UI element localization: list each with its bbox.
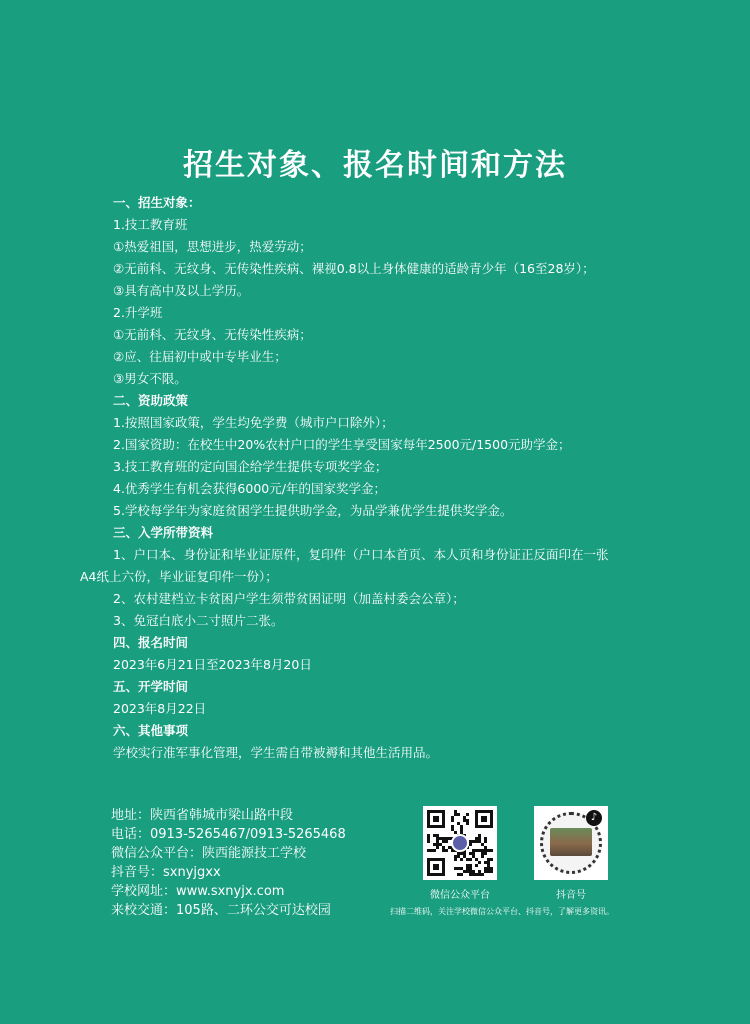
text-line: ③具有高中及以上学历。 — [113, 283, 250, 298]
qr-module — [445, 849, 448, 852]
qr-module — [427, 840, 430, 843]
qr-module — [490, 870, 493, 873]
qr-module — [475, 864, 478, 867]
text-line: ①无前科、无纹身、无传染性疾病； — [113, 327, 312, 342]
douyin-qr-caption: 抖音号 — [556, 890, 586, 901]
qr-module — [433, 849, 436, 852]
qr-module — [490, 858, 493, 861]
qr-module — [484, 852, 487, 855]
section-heading-start: 五、开学时间 — [113, 679, 189, 694]
text-line: ②应、往届初中或中专毕业生； — [113, 349, 287, 364]
qr-module — [466, 822, 469, 825]
qr-module — [469, 858, 472, 861]
section-heading-registration: 四、报名时间 — [113, 635, 189, 650]
qr-module — [484, 840, 487, 843]
douyin-account: 抖音号：sxnyjgxx — [111, 865, 221, 880]
address: 地址：陕西省韩城市梁山路中段 — [111, 808, 294, 823]
tiktok-logo-icon: ♪ — [586, 810, 602, 826]
douyin-qr-block — [534, 806, 608, 901]
qr-module — [490, 849, 493, 852]
qr-footnote: 扫描二维码，关注学校微信公众平台、抖音号，了解更多资讯。 — [390, 907, 614, 916]
text-line: 1、户口本、身份证和毕业证原件，复印件（户口本首页、本人页和身份证正反面印在一张 — [113, 547, 609, 562]
qr-module — [460, 873, 463, 876]
text-line: ③男女不限。 — [113, 371, 187, 386]
contact-info — [111, 806, 411, 920]
qr-module — [451, 819, 454, 822]
qr-logo-icon — [451, 834, 469, 852]
text-line: ②无前科、无纹身、无传染性疾病、裸视0.8以上身体健康的适龄青少年（16至28岁）； — [113, 261, 595, 276]
text-line: 2.国家资助：在校生中20%农村户口的学生享受国家每年2500元/1500元助学金； — [113, 437, 571, 452]
text-line: 4.优秀学生有机会获得6000元/年的国家奖学金； — [113, 481, 386, 496]
wechat-qr-caption: 微信公众平台 — [430, 890, 490, 901]
qr-module — [478, 861, 481, 864]
qr-module — [481, 855, 484, 858]
qr-module — [466, 813, 469, 816]
text-line: 3.技工教育班的定向国企给学生提供专项奖学金； — [113, 459, 388, 474]
qr-finder — [427, 858, 445, 876]
qr-module — [469, 843, 472, 846]
page-title: 招生对象、报名时间和方法 — [183, 148, 567, 183]
section-heading-recruitment: 一、招生对象： — [113, 195, 201, 210]
start-date: 2023年8月22日 — [113, 701, 207, 716]
section-heading-funding: 二、资助政策 — [113, 393, 189, 408]
section-heading-materials: 三、入学所带资料 — [113, 525, 214, 540]
qr-module — [460, 858, 463, 861]
registration-dates: 2023年6月21日至2023年8月20日 — [113, 657, 312, 672]
text-line: ①热爱祖国，思想进步，热爱劳动； — [113, 239, 312, 254]
text-line: 3、免冠白底小二寸照片二张。 — [113, 613, 284, 628]
section-heading-other: 六、其他事项 — [113, 723, 189, 738]
wechat-account: 微信公众平台：陕西能源技工学校 — [111, 846, 307, 861]
admission-info — [80, 192, 673, 764]
qr-code-icon[interactable] — [423, 806, 497, 880]
qr-finder — [427, 810, 445, 828]
text-line: 2、农村建档立卡贫困户学生须带贫困证明（加盖村委会公章）； — [113, 591, 465, 606]
wechat-qr-block — [423, 806, 497, 901]
text-line: A4纸上六份，毕业证复印件一份）； — [80, 569, 278, 584]
qr-finder — [475, 810, 493, 828]
qr-module — [457, 813, 460, 816]
text-line: 学校实行准军事化管理，学生需自带被褥和其他生活用品。 — [113, 745, 439, 760]
text-line: 1.技工教育班 — [113, 217, 188, 232]
text-line: 1.按照国家政策，学生均免学费（城市户口除外）； — [113, 415, 394, 430]
text-line: 5.学校每学年为家庭贫困学生提供助学金，为品学兼优学生提供奖学金。 — [113, 503, 513, 518]
transport: 来校交通：105路、二环公交可达校园 — [111, 903, 331, 918]
qr-module — [445, 840, 448, 843]
qr-module — [436, 846, 439, 849]
text-line: 2.升学班 — [113, 305, 163, 320]
phone: 电话：0913-5265467/0913-5265468 — [111, 827, 346, 842]
douyin-code-icon[interactable] — [534, 806, 608, 880]
qr-module — [454, 858, 457, 861]
website: 学校网址：www.sxnyjx.com — [111, 884, 285, 899]
school-photo-icon — [550, 828, 592, 856]
qr-module — [481, 873, 484, 876]
